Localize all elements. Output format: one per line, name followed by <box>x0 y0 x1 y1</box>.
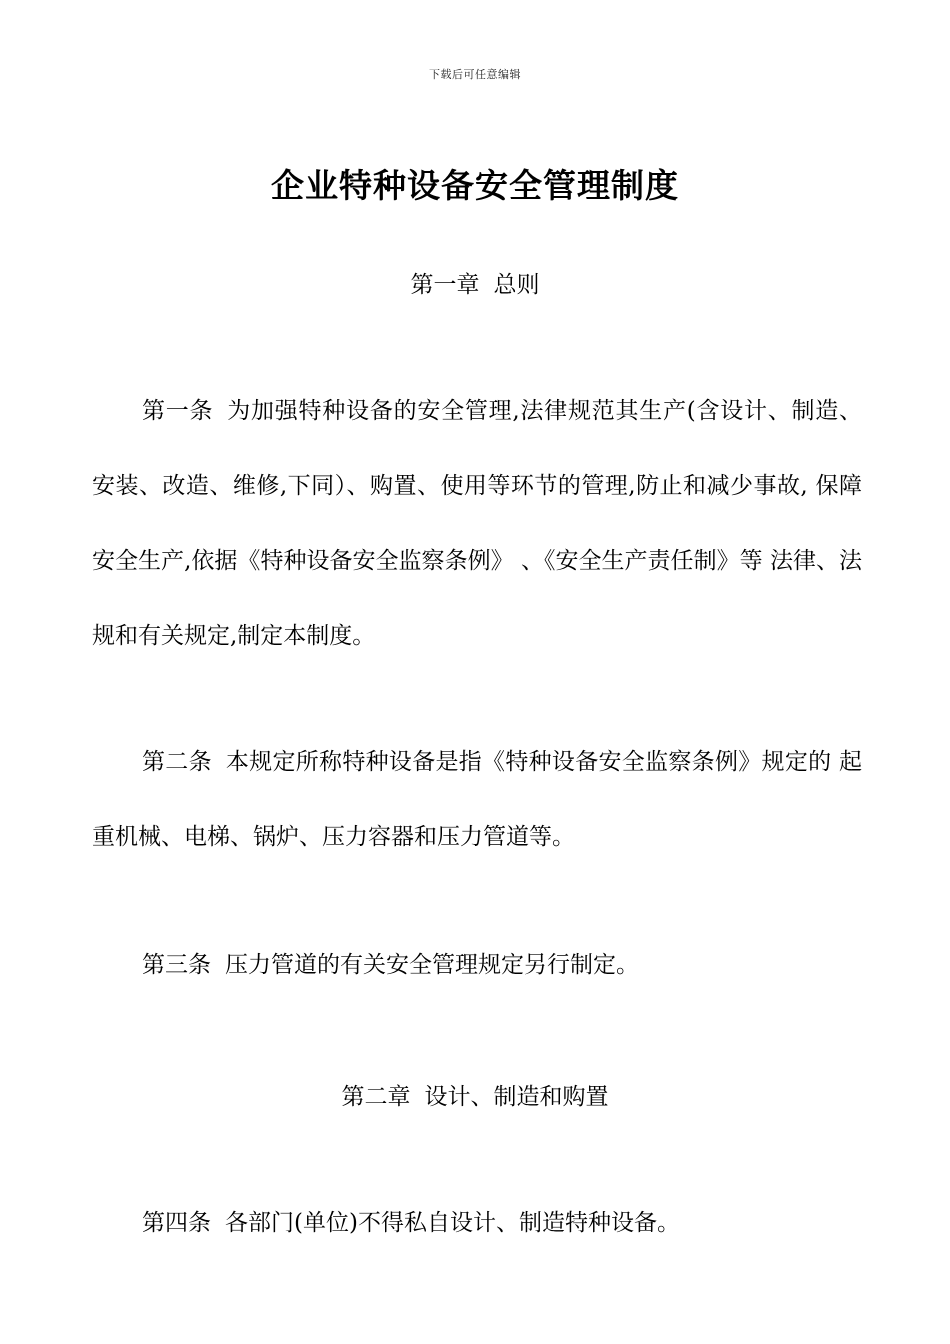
article-text: 各部门(单位)不得私自设计、制造特种设备。 <box>225 1210 680 1236</box>
chapter-number: 第一章 <box>410 272 480 298</box>
chapter-number: 第二章 <box>341 1084 411 1110</box>
article-paragraph <box>92 374 862 674</box>
chapter-title: 设计、制造和购置 <box>424 1084 609 1110</box>
page-header-note: 下载后可任意编辑 <box>429 68 521 81</box>
document-title: 企业特种设备安全管理制度 <box>271 166 679 205</box>
article-label: 第四条 <box>142 1210 211 1236</box>
article-label: 第二条 <box>142 749 212 775</box>
chapter-title: 总则 <box>493 272 540 298</box>
chapter-heading <box>0 266 950 299</box>
article-paragraph <box>92 725 862 875</box>
article-text: 压力管道的有关安全管理规定另行制定。 <box>225 952 639 978</box>
chapter-heading <box>0 1078 950 1111</box>
article-text: 本规定所称特种设备是指《特种设备安全监察条例》规定的 起重机械、电梯、锅炉、压力容器和压力管道等。 <box>92 749 863 850</box>
article-paragraph <box>92 1186 862 1261</box>
article-paragraph <box>92 928 862 1003</box>
article-label: 第三条 <box>142 952 211 978</box>
article-label: 第一条 <box>142 398 214 424</box>
article-text: 为加强特种设备的安全管理,法律规范其生产(含设计、制造、 安装、改造、维修,下同）、购置、使用等环节的管理,防止和减少事故, 保障安全生产,依据《特种设备安全监察条例》 、《安全生产责任制》等 法律、法规和有关规定,制定本制度。 <box>92 398 862 649</box>
